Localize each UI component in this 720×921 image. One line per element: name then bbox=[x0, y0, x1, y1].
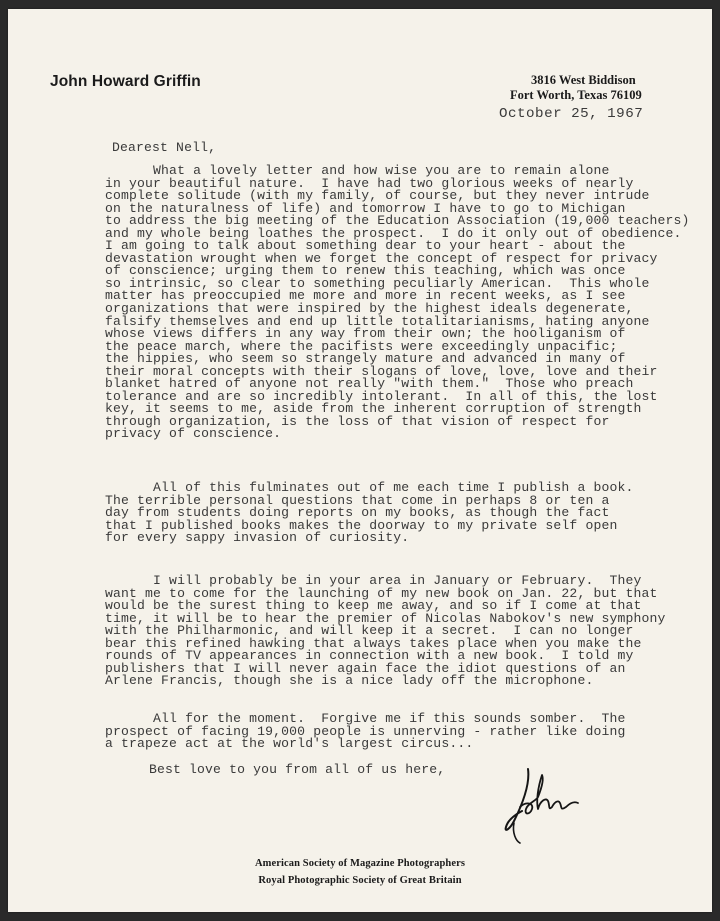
paragraph-2 bbox=[105, 482, 634, 545]
text-line: What a lovely letter and how wise you are to remain alone bbox=[105, 163, 610, 178]
salutation: Dearest Nell, bbox=[112, 140, 217, 155]
paragraph-3 bbox=[105, 575, 666, 688]
text-line: their moral concepts with their slogans of love, love, love and their bbox=[105, 363, 658, 379]
text-line: whose views differs in any way from their own; the hooliganism of bbox=[105, 326, 626, 342]
text-line: I will probably be in your area in January or February. They bbox=[105, 573, 642, 588]
paragraph-1 bbox=[105, 165, 690, 441]
text-line: that I published books makes the doorway to my private self open bbox=[105, 517, 618, 533]
letterhead-name: John Howard Griffin bbox=[50, 73, 201, 90]
text-line: organizations that were inspired by the highest ideals degenerate, bbox=[105, 301, 634, 317]
handwritten-signature bbox=[500, 761, 582, 845]
text-line: privacy of conscience. bbox=[105, 426, 282, 442]
footer-affiliation-2: Royal Photographic Society of Great Britain bbox=[258, 875, 462, 886]
text-line: tolerance and are so incredibly intolerant. In all of this, the lost bbox=[105, 388, 658, 404]
text-line: I am going to talk about something dear to your heart - about the bbox=[105, 238, 626, 254]
letter-page bbox=[8, 9, 712, 912]
text-line: bear this refined hawking that always takes place when you make the bbox=[105, 635, 642, 651]
text-line: matter has preoccupied me more and more in recent weeks, as I see bbox=[105, 288, 626, 304]
text-line: time, it will be to hear the premier of Nicolas Nabokov's new symphony bbox=[105, 610, 666, 626]
text-line: would be the surest thing to keep me away, and so if I come at that bbox=[105, 598, 642, 614]
text-line: complete solitude (with my family, of course, but they never intrude bbox=[105, 188, 650, 204]
text-line: rounds of TV appearances in connection with a new book. I told my bbox=[105, 648, 634, 664]
letterhead-address-street: 3816 West Biddison bbox=[531, 73, 636, 87]
text-line: All for the moment. Forgive me if this sounds somber. The bbox=[105, 711, 626, 726]
text-line: the hippies, who seem so strangely mature and advanced in many of bbox=[105, 351, 626, 367]
text-line: blanket hatred of anyone not really "with them." Those who preach bbox=[105, 376, 634, 392]
closing-line: Best love to you from all of us here, bbox=[149, 762, 446, 777]
text-line: a trapeze act at the world's largest circus... bbox=[105, 736, 474, 752]
text-line: and my whole being loathes the prospect. I do it only out of obedience. bbox=[105, 225, 682, 241]
text-line: in your beautiful nature. I have had two glorious weeks of nearly bbox=[105, 175, 634, 191]
text-line: on the naturalness of life) and tomorrow I have to go to Michigan bbox=[105, 200, 626, 216]
text-line: with the Philharmonic, and will keep it a secret. I can no longer bbox=[105, 623, 634, 639]
text-line: prospect of facing 19,000 people is unnerving - rather like doing bbox=[105, 723, 626, 739]
text-line: key, it seems to me, aside from the inherent corruption of strength bbox=[105, 401, 642, 417]
text-line: through organization, is the loss of that vision of respect for bbox=[105, 413, 610, 429]
text-line: the peace march, where the pacifists were exceedingly unpacific; bbox=[105, 338, 618, 354]
footer-affiliation-1: American Society of Magazine Photographers bbox=[254, 858, 466, 869]
paragraph-4 bbox=[105, 713, 626, 751]
text-line: so intrinsic, so clear to something peculiarly American. This whole bbox=[105, 275, 650, 291]
letter-date: October 25, 1967 bbox=[499, 106, 644, 122]
text-line: Arlene Francis, though she is a nice lady off the microphone. bbox=[105, 673, 594, 689]
letterhead-address-city: Fort Worth, Texas 76109 bbox=[510, 88, 642, 102]
text-line: of conscience; urging them to renew this teaching, which was once bbox=[105, 263, 626, 279]
text-line: publishers that I will never again face the idiot questions of an bbox=[105, 660, 626, 676]
text-line: to address the big meeting of the Education Association (19,000 teachers) bbox=[105, 213, 690, 229]
text-line: for every sappy invasion of curiosity. bbox=[105, 530, 410, 546]
text-line: day from students doing reports on my books, as though the fact bbox=[105, 505, 610, 521]
text-line: The terrible personal questions that come in perhaps 8 or ten a bbox=[105, 492, 610, 508]
text-line: want me to come for the launching of my new book on Jan. 22, but that bbox=[105, 585, 658, 601]
text-line: falsify themselves and end up little totalitarianisms, hating anyone bbox=[105, 313, 650, 329]
text-line: devastation wrought when we forget the concept of respect for privacy bbox=[105, 250, 658, 266]
text-line: All of this fulminates out of me each time I publish a book. bbox=[105, 480, 634, 495]
